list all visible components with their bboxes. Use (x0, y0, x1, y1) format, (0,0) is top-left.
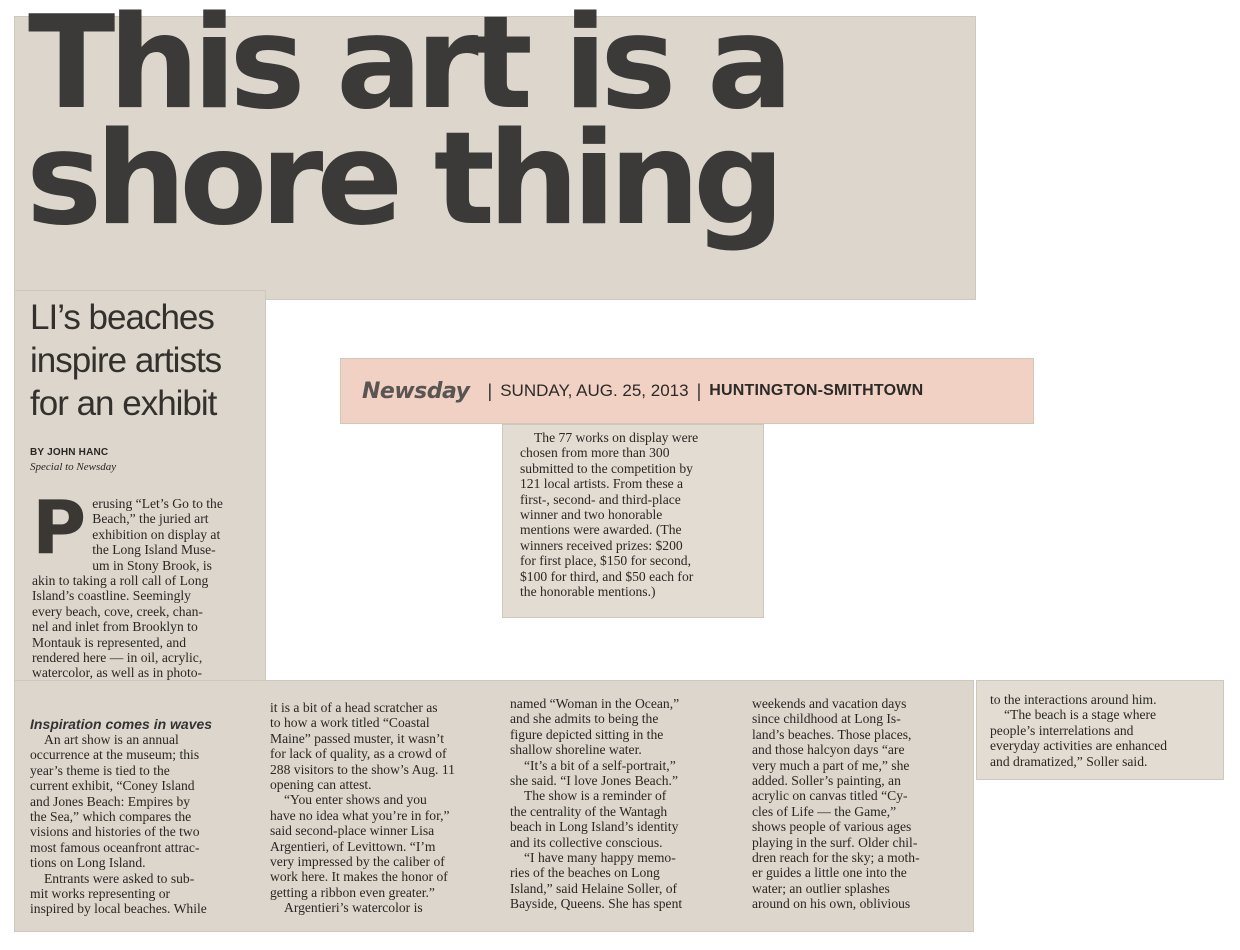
text-line: winners received prizes: $200 (520, 537, 683, 553)
text-line: ries of the beaches on Long (510, 865, 660, 881)
text-line: and its collective conscious. (510, 834, 663, 850)
text-line: submitted to the competition by (520, 460, 693, 476)
text-line: first-, second- and third-place (520, 491, 681, 507)
article-subhead (30, 296, 258, 425)
text-line: the Sea,” which compares the (30, 809, 192, 825)
text-line: she said. “I love Jones Beach.” (510, 773, 678, 789)
text-line: mit works representing or (30, 886, 171, 902)
byline (30, 446, 258, 474)
text-line: to how a work titled “Coastal (270, 715, 430, 731)
column-a (30, 716, 266, 917)
text-line: akin to taking a roll call of Long (32, 573, 209, 589)
text-line: Bayside, Queens. She has spent (510, 896, 683, 912)
newspaper-banner (340, 358, 1034, 424)
text-line: chosen from more than 300 (520, 445, 670, 461)
text-line: 288 visitors to the show’s Aug. 11 (270, 761, 455, 777)
text-line: An art show is an annual (44, 732, 179, 747)
text-line: weekends and vacation days (752, 696, 907, 711)
text-line: The 77 works on display were (534, 430, 699, 445)
text-line: work here. It makes the honor of (270, 869, 448, 885)
text-line: said second-place winner Lisa (270, 823, 435, 839)
text-line: winner and two honorable (520, 507, 663, 523)
text-line: named “Woman in the Ocean,” (510, 696, 680, 711)
text-line: Beach,” the juried art (92, 511, 209, 527)
text-line: have no idea what you’re in for,” (270, 807, 450, 823)
column-a-text (30, 732, 266, 917)
text-line: Montauk is represented, and (32, 634, 187, 650)
text-line: $100 for third, and $50 each for (520, 568, 694, 584)
text-line: shallow shoreline water. (510, 742, 642, 758)
text-line: the centrality of the Wantagh (510, 803, 668, 819)
text-line: cles of Life — the Game,” (752, 803, 897, 819)
text-line: Island,” said Helaine Soller, of (510, 880, 678, 896)
banner-separator-1: | (487, 380, 493, 401)
text-line: shows people of various ages (752, 819, 912, 835)
text-line: every beach, cove, creek, chan- (32, 603, 203, 619)
text-line: year’s theme is tied to the (30, 762, 170, 778)
text-line: Argentieri, of Levittown. “I’m (270, 838, 436, 854)
text-line: around on his own, oblivious (752, 896, 911, 912)
edition-name: HUNTINGTON-SMITHTOWN (709, 382, 924, 399)
text-line: for first place, $150 for second, (520, 553, 691, 569)
text-line: and those halcyon days “are (752, 742, 905, 758)
text-line: inspired by local beaches. While (30, 901, 207, 917)
text-line: everyday activities are enhanced (990, 738, 1167, 754)
text-line: Maine” passed muster, it wasn’t (270, 730, 444, 746)
text-line: exhibition on display at (92, 526, 221, 542)
text-line: The show is a reminder of (524, 788, 667, 804)
text-line: beach in Long Island’s identity (510, 819, 679, 835)
text-line: playing in the surf. Older chil- (752, 834, 918, 850)
newsday-logo: Newsday (362, 378, 470, 404)
text-line: mentions were awarded. (The (520, 522, 682, 538)
text-line: added. Soller’s painting, an (752, 773, 901, 789)
text-line: and dramatized,” Soller said. (990, 753, 1148, 769)
banner-separator-2: | (696, 380, 702, 401)
text-line: it is a bit of a head scratcher as (270, 700, 438, 715)
text-line: water; an outlier splashes (752, 880, 890, 896)
text-line: “The beach is a stage where (1004, 707, 1157, 723)
text-line: “You enter shows and you (284, 792, 427, 808)
section-subhead: Inspiration comes in waves (30, 716, 213, 732)
text-line: “It’s a bit of a self-portrait,” (524, 757, 676, 773)
column-e (990, 692, 1222, 769)
text-line: “I have many happy memo- (524, 850, 676, 866)
headline-line-2: shore thing (26, 105, 778, 254)
text-line: occurrence at the museum; this (30, 747, 200, 763)
subhead-line-3: for an exhibit (30, 384, 217, 423)
text-line: the Long Island Muse- (92, 542, 216, 558)
column-c (510, 696, 746, 912)
text-line: very impressed by the caliber of (270, 854, 445, 870)
publication-date: SUNDAY, AUG. 25, 2013 (500, 381, 689, 400)
headline-line-1: This art is a (28, 0, 787, 138)
text-line: since childhood at Long Is- (752, 711, 901, 727)
text-line: people’s interrelations and (990, 722, 1134, 738)
byline-author: BY JOHN HANC (30, 447, 109, 458)
text-line: getting a ribbon even greater.” (270, 884, 435, 900)
text-line: to the interactions around him. (990, 692, 1157, 707)
text-line: watercolor, as well as in photo- (32, 665, 203, 681)
text-line: Entrants were asked to sub- (44, 870, 195, 886)
text-line: land’s beaches. Those places, (752, 726, 912, 742)
drop-cap: P (32, 496, 87, 571)
text-line: acrylic on canvas titled “Cy- (752, 788, 908, 804)
text-line: visions and histories of the two (30, 824, 200, 840)
text-line: the honorable mentions.) (520, 584, 656, 600)
text-line: er guides a little one into the (752, 865, 907, 881)
text-line: nel and inlet from Brooklyn to (32, 619, 198, 635)
text-line: 121 local artists. From these a (520, 476, 684, 492)
intro-column (32, 496, 264, 696)
text-line: Argentieri’s watercolor is (284, 900, 423, 916)
text-line: and Jones Beach: Empires by (30, 793, 191, 809)
text-line: Island’s coastline. Seemingly (32, 588, 191, 604)
prize-info-text (520, 430, 760, 599)
byline-role: Special to Newsday (30, 461, 117, 473)
text-line: tions on Long Island. (30, 855, 146, 871)
text-line: um in Stony Brook, is (92, 557, 212, 573)
text-line: dren reach for the sky; a moth- (752, 850, 920, 866)
text-line: figure depicted sitting in the (510, 726, 664, 742)
text-line: very much a part of me,” she (752, 757, 910, 773)
subhead-line-2: inspire artists (30, 341, 222, 380)
text-line: most famous oceanfront attrac- (30, 839, 200, 855)
text-line: current exhibit, “Coney Island (30, 778, 195, 794)
column-d (752, 696, 972, 912)
article-headline (26, 0, 968, 254)
text-line: erusing “Let’s Go to the (92, 496, 223, 511)
text-line: rendered here — in oil, acrylic, (32, 650, 203, 666)
text-line: opening can attest. (270, 777, 372, 793)
subhead-line-1: LI’s beaches (30, 298, 214, 337)
column-b (270, 700, 506, 916)
text-line: and she admits to being the (510, 711, 659, 727)
text-line: for lack of quality, as a crowd of (270, 746, 447, 762)
